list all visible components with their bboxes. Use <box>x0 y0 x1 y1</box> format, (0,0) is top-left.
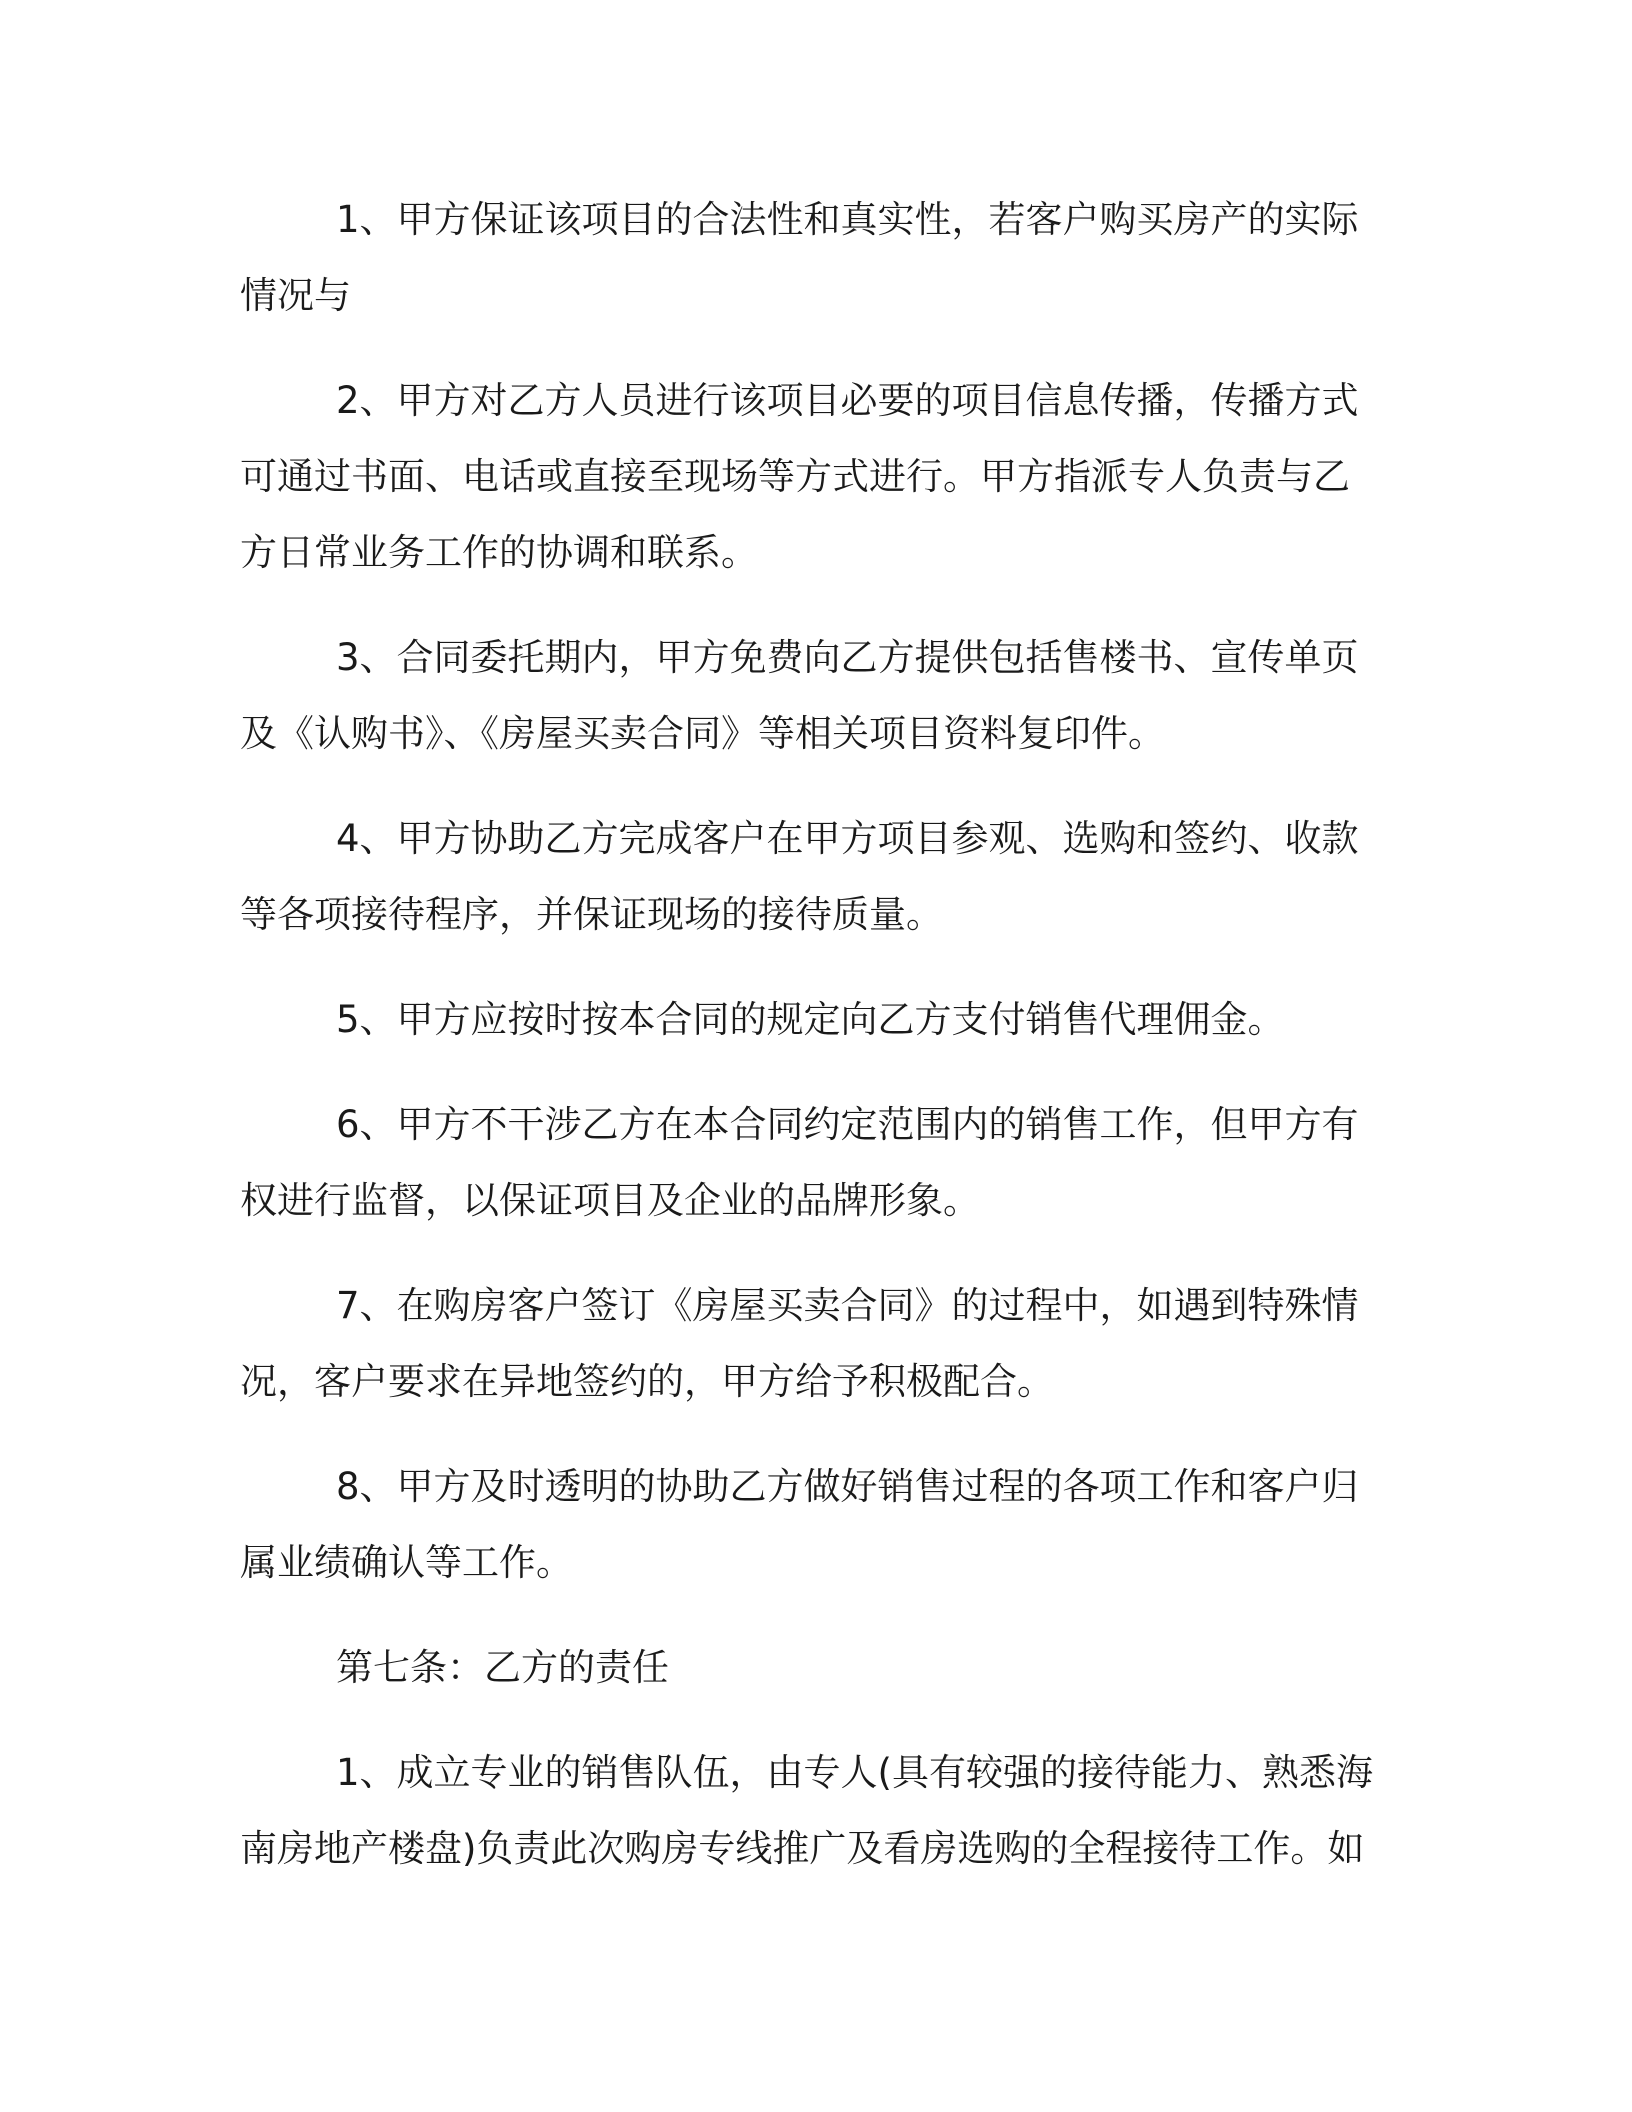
clause-paragraph-5: 5、甲方应按时按本合同的规定向乙方支付销售代理佣金。 <box>336 998 1285 1041</box>
clause-paragraph-4: 4、甲方协助乙方完成客户在甲方项目参观、选购和签约、收款等各项接待程序，并保证现场的接待质量。 <box>240 817 1359 936</box>
clause-paragraph-3: 3、合同委托期内，甲方免费向乙方提供包括售楼书、宣传单页及《认购书》、《房屋买卖合同》等相关项目资料复印件。 <box>240 636 1359 755</box>
clause-paragraph-6: 6、甲方不干涉乙方在本合同约定范围内的销售工作，但甲方有权进行监督，以保证项目及企业的品牌形象。 <box>240 1103 1359 1222</box>
section-heading: 第七条：乙方的责任 <box>336 1646 669 1689</box>
clause-paragraph-2: 2、甲方对乙方人员进行该项目必要的项目信息传播，传播方式可通过书面、电话或直接至现场等方式进行。甲方指派专人负责与乙方日常业务工作的协调和联系。 <box>240 379 1359 574</box>
clause-paragraph-7: 7、在购房客户签订《房屋买卖合同》的过程中，如遇到特殊情况，客户要求在异地签约的，甲方给予积极配合。 <box>240 1284 1359 1403</box>
clause-paragraph-1: 1、甲方保证该项目的合法性和真实性，若客户购买房产的实际情况与 <box>240 198 1359 317</box>
section-paragraph-1: 1、成立专业的销售队伍，由专人(具有较强的接待能力、熟悉海南房地产楼盘)负责此次购房专线推广及看房选购的全程接待工作。如 <box>240 1751 1373 1870</box>
document-body <box>240 182 1380 1916</box>
clause-paragraph-8: 8、甲方及时透明的协助乙方做好销售过程的各项工作和客户归属业绩确认等工作。 <box>240 1465 1359 1584</box>
